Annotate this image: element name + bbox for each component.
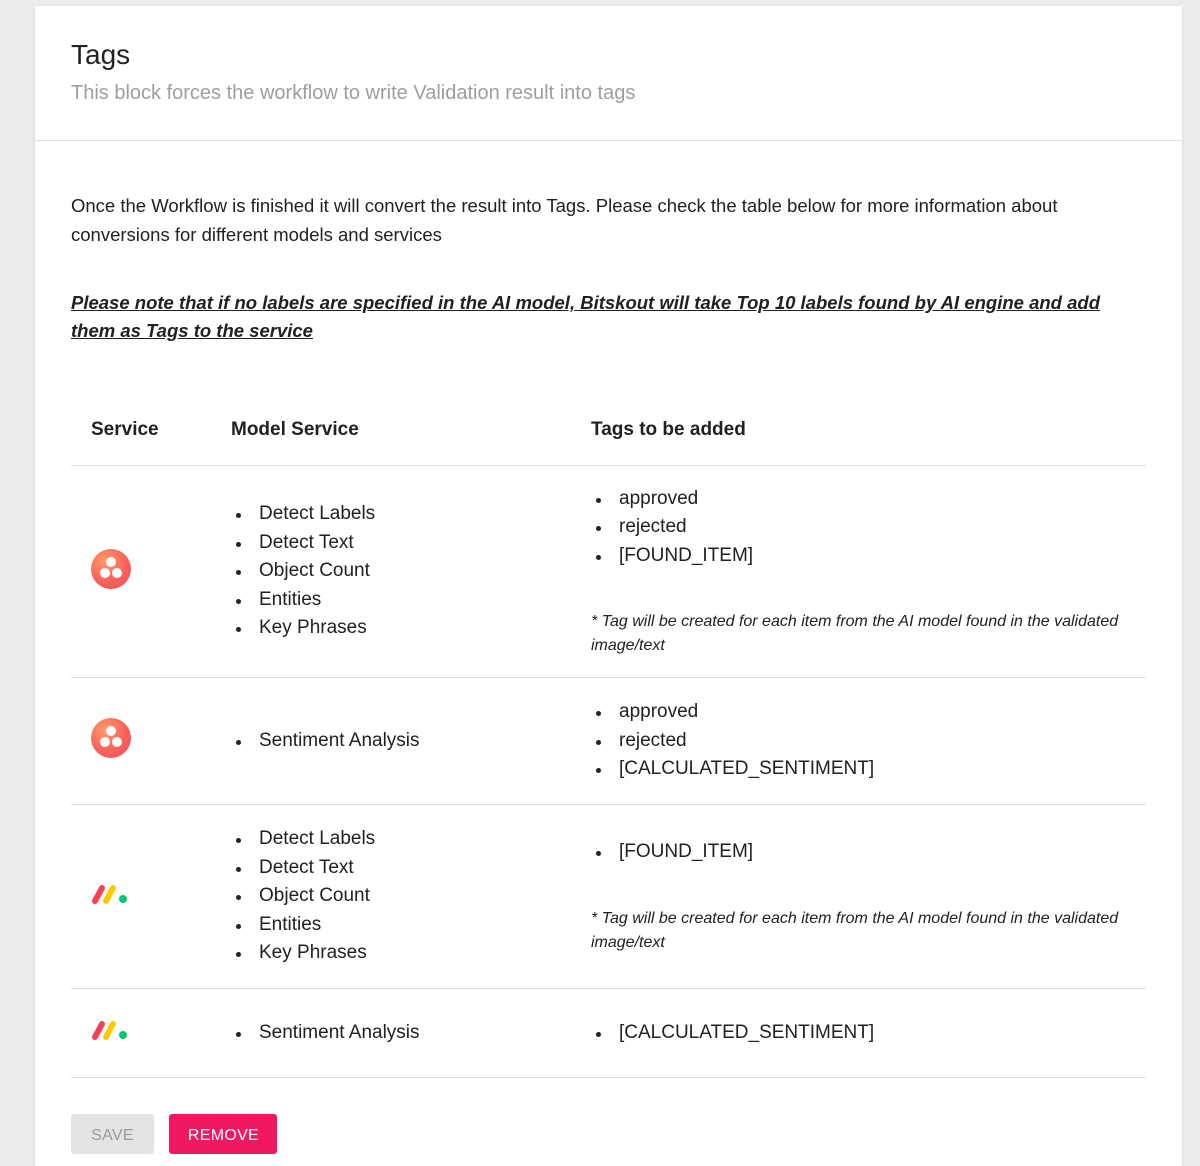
list-item: Object Count: [231, 557, 589, 586]
service-cell: [71, 466, 230, 678]
model-list: [231, 1019, 589, 1048]
list-item: rejected: [591, 727, 1145, 756]
list-item: Detect Text: [231, 529, 589, 558]
model-list: [231, 727, 589, 756]
table-header-row: [71, 395, 1146, 466]
intro-text: Once the Workflow is finished it will convert the result into Tags. Please check the table below for more information about conversions for different models and services: [71, 195, 1058, 245]
list-item: approved: [591, 485, 1145, 514]
table-row: [71, 466, 1146, 678]
model-list: [231, 825, 589, 968]
list-item: Object Count: [231, 882, 589, 911]
page-subtitle: This block forces the workflow to write Validation result into tags: [71, 82, 636, 104]
list-item: Detect Text: [231, 854, 589, 883]
tags-cell: [590, 805, 1146, 989]
list-item: [CALCULATED_SENTIMENT]: [591, 1019, 1145, 1048]
list-item: approved: [591, 698, 1145, 727]
note-text: Please note that if no labels are specified in the AI model, Bitskout will take Top 10 labels found by AI engine and add them as Tags to the service: [71, 292, 1100, 341]
header-model-service: Model Service: [230, 395, 590, 466]
remove-button[interactable]: REMOVE: [169, 1114, 277, 1154]
model-list: [231, 500, 589, 643]
table-row: [71, 678, 1146, 805]
model-cell: [230, 466, 590, 678]
model-cell: [230, 678, 590, 805]
tags-list: [591, 838, 1145, 867]
footnote: * Tag will be created for each item from the AI model found in the validated image/text: [591, 909, 1119, 951]
page-title: Tags: [71, 39, 131, 70]
list-item: [FOUND_ITEM]: [591, 838, 1145, 867]
table-row: [71, 805, 1146, 989]
header-tags: Tags to be added: [590, 395, 1146, 466]
list-item: [FOUND_ITEM]: [591, 542, 1145, 571]
list-item: Key Phrases: [231, 614, 589, 643]
tags-list: [591, 698, 1145, 784]
footnote: * Tag will be created for each item from the AI model found in the validated image/text: [591, 613, 1119, 655]
tags-cell: [590, 678, 1146, 805]
panel-footer: [71, 1114, 277, 1154]
asana-icon: [91, 718, 131, 758]
list-item: Detect Labels: [231, 825, 589, 854]
model-cell: [230, 989, 590, 1078]
list-item: Sentiment Analysis: [231, 727, 589, 756]
monday-icon: [91, 883, 131, 905]
service-cell: [71, 989, 230, 1078]
list-item: rejected: [591, 513, 1145, 542]
list-item: Key Phrases: [231, 939, 589, 968]
tags-cell: [590, 466, 1146, 678]
conversion-table: [71, 395, 1146, 1078]
tags-block-panel: [35, 6, 1182, 1166]
tags-cell: [590, 989, 1146, 1078]
list-item: Detect Labels: [231, 500, 589, 529]
asana-icon: [91, 549, 131, 589]
panel-header: [35, 6, 1182, 141]
header-service: Service: [71, 395, 230, 466]
tags-list: [591, 1019, 1145, 1048]
list-item: Sentiment Analysis: [231, 1019, 589, 1048]
table-row: [71, 989, 1146, 1078]
tags-list: [591, 485, 1145, 571]
list-item: Entities: [231, 911, 589, 940]
save-button[interactable]: SAVE: [71, 1114, 154, 1154]
panel-body: [35, 141, 1182, 1078]
list-item: [CALCULATED_SENTIMENT]: [591, 755, 1145, 784]
service-cell: [71, 678, 230, 805]
model-cell: [230, 805, 590, 989]
list-item: Entities: [231, 586, 589, 615]
monday-icon: [91, 1019, 131, 1041]
service-cell: [71, 805, 230, 989]
